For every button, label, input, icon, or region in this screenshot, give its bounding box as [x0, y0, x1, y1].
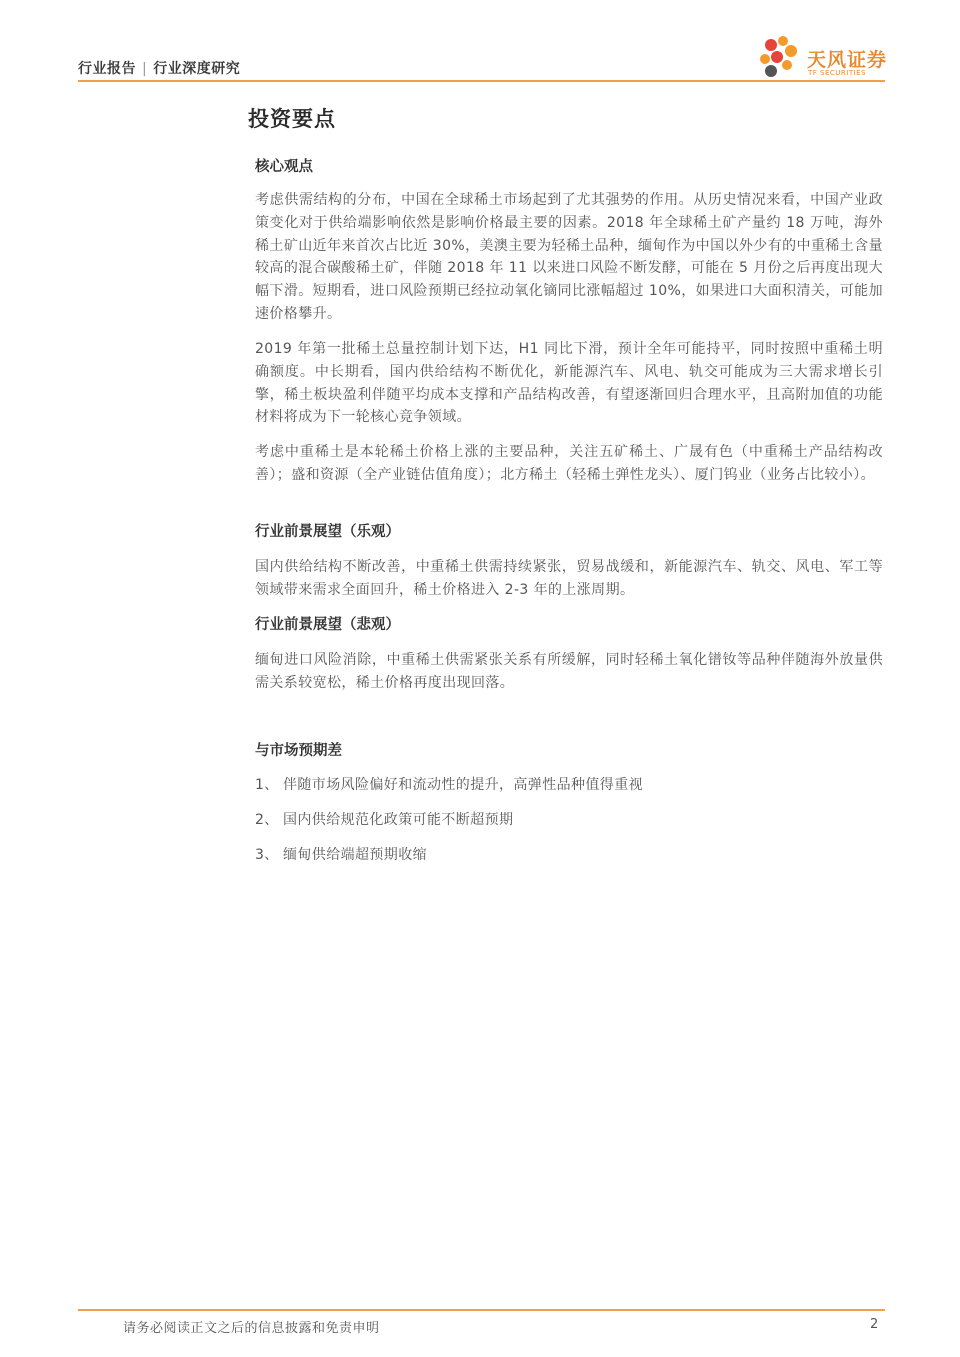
breadcrumb-separator: |: [142, 61, 148, 77]
logo-subtitle: TF SECURITIES: [808, 69, 867, 77]
list-item: [255, 809, 883, 844]
page-title: 投资要点: [248, 107, 336, 131]
list-item-text: 伴随市场风险偏好和流动性的提升，高弹性品种值得重视: [283, 777, 643, 793]
core-view-heading: 核心观点: [255, 159, 313, 175]
expectation-gap-list: [255, 774, 883, 879]
footer-divider: [78, 1309, 885, 1311]
header-divider: [78, 80, 885, 82]
list-item-number: 3、: [255, 847, 279, 863]
optimistic-outlook-heading: 行业前景展望（乐观）: [255, 524, 400, 540]
pessimistic-outlook-heading: 行业前景展望（悲观）: [255, 617, 400, 633]
pessimistic-outlook-paragraph: 缅甸进口风险消除，中重稀土供需紧张关系有所缓解，同时轻稀土氧化镨钕等品种伴随海外放量供需关系较宽松，稀土价格再度出现回落。: [255, 652, 883, 691]
list-item-text: 国内供给规范化政策可能不断超预期: [283, 812, 514, 828]
footer-disclaimer: 请务必阅读正文之后的信息披露和免责申明: [123, 1321, 380, 1336]
flower-logo-icon: [757, 33, 805, 81]
report-category: 行业报告: [78, 61, 136, 77]
list-item-text: 缅甸供给端超预期收缩: [283, 847, 427, 863]
list-item: [255, 844, 883, 879]
list-item-number: 1、: [255, 777, 279, 793]
core-view-paragraph-1: 考虑供需结构的分布，中国在全球稀土市场起到了尤其强势的作用。从历史情况来看，中国产业政策变化对于供给端影响依然是影响价格最主要的因素。2018 年全球稀土矿产量约 18 万吨，海外稀土矿山近年来首次占比近 30%，美澳主要为轻稀土品种，缅甸作为中国以外少有的中重稀土含量较高的混合碳酸稀土矿，伴随 2018 年 11 以来进口风险不断发酵，可能在 5 月份之后再度出现大幅下滑。短期看，进口风险预期已经拉动氧化镝同比涨幅超过 10%，如果进口大面积清关，可能加速价格攀升。: [255, 192, 883, 322]
expectation-gap-heading: 与市场预期差: [255, 743, 342, 759]
core-view-paragraph-3: 考虑中重稀土是本轮稀土价格上涨的主要品种，关注五矿稀土、广晟有色（中重稀土产品结构改善）；盛和资源（全产业链估值角度）；北方稀土（轻稀土弹性龙头）、厦门钨业（业务占比较小）。: [255, 444, 883, 483]
tf-securities-logo: [757, 33, 887, 81]
report-breadcrumb: [78, 58, 240, 78]
logo-name: 天风证券: [807, 49, 888, 71]
list-item: [255, 774, 883, 809]
page-number: 2: [870, 1317, 879, 1332]
core-view-paragraph-2: 2019 年第一批稀土总量控制计划下达，H1 同比下滑，预计全年可能持平，同时按照中重稀土明确额度。中长期看，国内供给结构不断优化，新能源汽车、风电、轨交可能成为三大需求增长引擎，稀土板块盈利伴随平均成本支撑和产品结构改善，有望逐渐回归合理水平，且高附加值的功能材料将成为下一轮核心竞争领域。: [255, 341, 883, 426]
report-subcategory: 行业深度研究: [153, 61, 241, 77]
list-item-number: 2、: [255, 812, 279, 828]
optimistic-outlook-paragraph: 国内供给结构不断改善，中重稀土供需持续紧张，贸易战缓和，新能源汽车、轨交、风电、军工等领域带来需求全面回升，稀土价格进入 2-3 年的上涨周期。: [255, 559, 883, 598]
